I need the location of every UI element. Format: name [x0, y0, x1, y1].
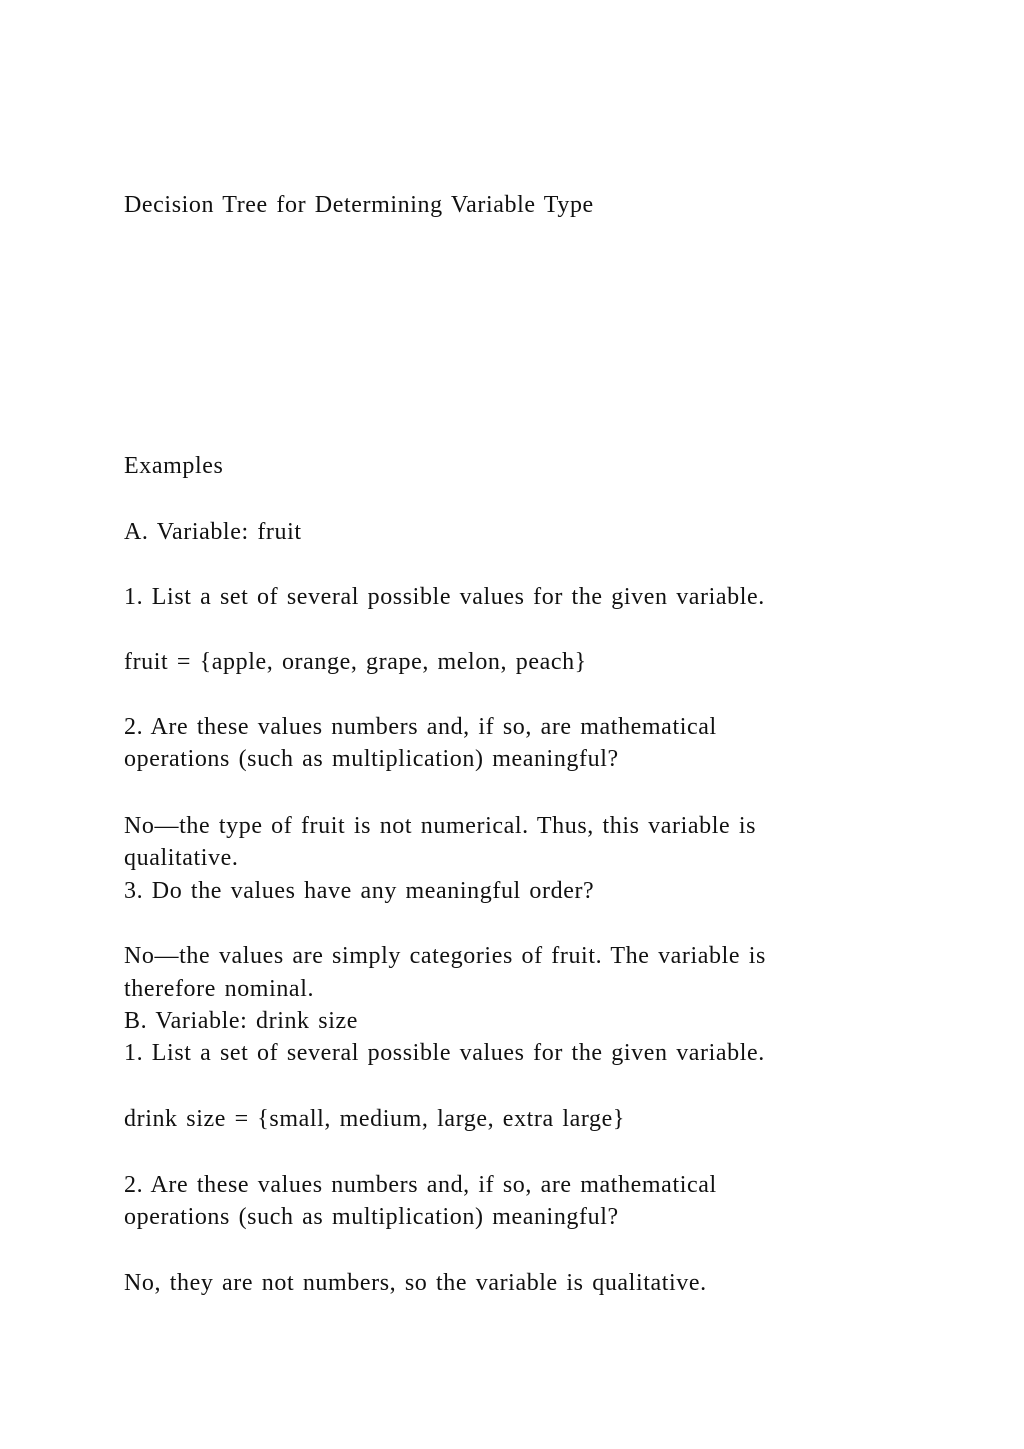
example-a-question-2-line-1: 2. Are these values numbers and, if so, are mathematical	[124, 714, 717, 740]
example-a-question-1: 1. List a set of several possible values for the given variable.	[124, 584, 765, 610]
example-a-variable: A. Variable: fruit	[124, 519, 302, 545]
example-b-answer-2: No, they are not numbers, so the variable is qualitative.	[124, 1270, 707, 1296]
example-a-question-3: 3. Do the values have any meaningful order?	[124, 878, 595, 904]
example-b-variable: B. Variable: drink size	[124, 1008, 358, 1034]
example-b-question-1: 1. List a set of several possible values for the given variable.	[124, 1040, 765, 1066]
example-a-values: fruit = {apple, orange, grape, melon, peach}	[124, 649, 587, 675]
example-a-answer-2-line-1: No—the type of fruit is not numerical. Thus, this variable is	[124, 813, 757, 839]
examples-heading: Examples	[124, 453, 224, 479]
example-b-question-2-line-1: 2. Are these values numbers and, if so, are mathematical	[124, 1172, 717, 1198]
example-a-answer-3-line-1: No—the values are simply categories of fruit. The variable is	[124, 943, 766, 969]
example-a-answer-2-line-2: qualitative.	[124, 845, 239, 871]
example-b-question-2-line-2: operations (such as multiplication) meaningful?	[124, 1204, 619, 1230]
document-title: Decision Tree for Determining Variable Type	[124, 192, 594, 218]
example-b-values: drink size = {small, medium, large, extra large}	[124, 1106, 626, 1132]
example-a-question-2-line-2: operations (such as multiplication) meaningful?	[124, 746, 619, 772]
example-a-answer-3-line-2: therefore nominal.	[124, 976, 315, 1002]
